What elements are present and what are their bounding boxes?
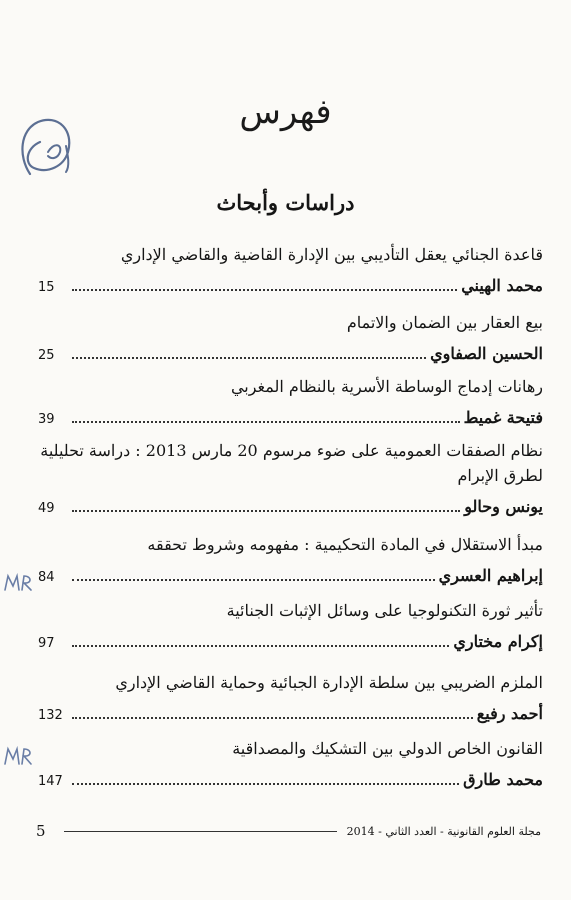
dot-leader bbox=[72, 635, 449, 647]
author-line bbox=[38, 699, 543, 723]
page-number: 84 bbox=[38, 570, 55, 585]
toc-entry bbox=[38, 736, 543, 789]
page-number: 132 bbox=[38, 708, 63, 723]
toc-entry bbox=[38, 598, 543, 651]
dot-leader bbox=[72, 279, 457, 291]
author-name: الحسين الصفاوي bbox=[430, 344, 543, 363]
article-title: تأثير ثورة التكنولوجيا على وسائل الإثبات الجنائية bbox=[226, 601, 543, 620]
page-number: 49 bbox=[38, 501, 55, 516]
dot-leader bbox=[72, 500, 460, 512]
article-title: مبدأ الاستقلال في المادة التحكيمية : مفهومه وشروط تحققه bbox=[147, 535, 543, 554]
toc-entry bbox=[38, 374, 543, 427]
page-number: 25 bbox=[38, 348, 55, 363]
page-footer bbox=[36, 820, 541, 842]
table-of-contents bbox=[0, 238, 571, 798]
dot-leader bbox=[72, 411, 460, 423]
author-line bbox=[38, 561, 543, 585]
page-title: فهرس bbox=[239, 92, 332, 132]
article-title: قاعدة الجنائي يعقل التأديبي بين الإدارة القاضية والقاضي الإداري bbox=[120, 245, 543, 264]
page-number: 147 bbox=[38, 774, 63, 789]
journal-name: مجلة العلوم القانونية - العدد الثاني - 2014 bbox=[346, 824, 541, 838]
author-name: إكرام مختاري bbox=[453, 632, 543, 651]
page-number: 15 bbox=[38, 280, 55, 295]
page-number: 97 bbox=[38, 636, 55, 651]
article-title: القانون الخاص الدولي بين التشكيك والمصداقية bbox=[232, 739, 543, 758]
author-line bbox=[38, 339, 543, 363]
toc-entry bbox=[38, 310, 543, 363]
author-name: فتيحة غميط bbox=[463, 408, 543, 427]
section-heading: دراسات وأبحاث bbox=[216, 190, 355, 215]
footer-rule bbox=[64, 831, 337, 832]
toc-entry bbox=[38, 438, 543, 516]
author-line bbox=[38, 492, 543, 516]
article-title: بيع العقار بين الضمان والاتمام bbox=[346, 313, 543, 332]
article-title: رهانات إدماج الوساطة الأسرية بالنظام المغربي bbox=[230, 377, 543, 396]
footer-page-number: 5 bbox=[36, 822, 46, 840]
article-title: نظام الصفقات العمومية على ضوء مرسوم 20 مارس 2013 : دراسة تحليلية لطرق الإبرام bbox=[40, 441, 543, 485]
article-title: الملزم الضريبي بين سلطة الإدارة الجبائية وحماية القاضي الإداري bbox=[115, 673, 543, 692]
dot-leader bbox=[72, 569, 435, 581]
dot-leader bbox=[72, 773, 459, 785]
author-line bbox=[38, 271, 543, 295]
dot-leader bbox=[72, 707, 473, 719]
page-number: 39 bbox=[38, 412, 55, 427]
toc-entry bbox=[38, 670, 543, 723]
author-line bbox=[38, 765, 543, 789]
toc-entry bbox=[38, 532, 543, 585]
author-name: محمد الهيني bbox=[461, 276, 543, 295]
author-line bbox=[38, 627, 543, 651]
toc-entry bbox=[38, 242, 543, 295]
author-name: أحمد رفيع bbox=[476, 704, 543, 723]
dot-leader bbox=[72, 347, 426, 359]
author-name: إبراهيم العسري bbox=[438, 566, 543, 585]
author-name: محمد طارق bbox=[463, 770, 543, 789]
author-name: يونس وحالو bbox=[464, 497, 543, 516]
author-line bbox=[38, 403, 543, 427]
